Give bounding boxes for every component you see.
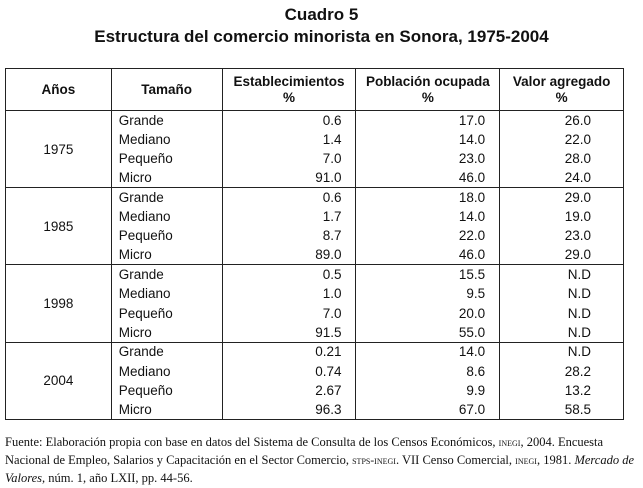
table-row [6, 342, 624, 361]
establishments-cell: 1.7 [222, 207, 356, 226]
population-cell: 15.5 [356, 265, 500, 284]
header-years: Años [6, 69, 112, 111]
population-cell: 22.0 [356, 226, 500, 245]
establishments-cell: 8.7 [222, 226, 356, 245]
establishments-cell: 1.0 [222, 284, 356, 303]
retail-structure-table [5, 68, 624, 420]
size-cell: Mediano [111, 207, 222, 226]
population-cell: 9.9 [356, 381, 500, 400]
size-cell: Grande [111, 265, 222, 284]
size-cell: Micro [111, 400, 222, 419]
source-footnote: Fuente: Elaboración propia con base en datos del Sistema de Consulta de los Censos Económicos, inegi, 2004. Encuesta Nacional de Empleo, Salarios y Capacitación en el Sector Comercio, stps-inegi. VII Censo Comercial, inegi, 1981. Mercado de Valores, núm. 1, año LXII, pp. 44-56. [5, 435, 635, 485]
size-cell: Micro [111, 323, 222, 342]
population-cell: 8.6 [356, 361, 500, 380]
establishments-cell: 1.4 [222, 130, 356, 149]
establishments-cell: 0.6 [222, 188, 356, 207]
population-cell: 18.0 [356, 188, 500, 207]
establishments-cell: 7.0 [222, 303, 356, 322]
value-added-cell: N.D [500, 303, 624, 322]
population-cell: 46.0 [356, 246, 500, 265]
size-cell: Pequeño [111, 381, 222, 400]
value-added-cell: 29.0 [500, 188, 624, 207]
year-cell: 2004 [6, 342, 112, 419]
value-added-cell: 24.0 [500, 168, 624, 187]
population-cell: 14.0 [356, 342, 500, 361]
header-establishments: Establecimientos % [222, 69, 356, 111]
size-cell: Grande [111, 188, 222, 207]
table-row [6, 188, 624, 207]
establishments-cell: 91.5 [222, 323, 356, 342]
table-caption-number: Cuadro 5 [284, 5, 359, 24]
population-cell: 14.0 [356, 130, 500, 149]
table-row [6, 265, 624, 284]
size-cell: Mediano [111, 284, 222, 303]
population-cell: 67.0 [356, 400, 500, 419]
header-value-added: Valor agregado % [500, 69, 624, 111]
population-cell: 20.0 [356, 303, 500, 322]
value-added-cell: N.D [500, 284, 624, 303]
establishments-cell: 0.5 [222, 265, 356, 284]
size-cell: Pequeño [111, 226, 222, 245]
value-added-cell: 22.0 [500, 130, 624, 149]
value-added-cell: 26.0 [500, 111, 624, 130]
value-added-cell: 28.0 [500, 149, 624, 168]
population-cell: 46.0 [356, 168, 500, 187]
establishments-cell: 2.67 [222, 381, 356, 400]
size-cell: Mediano [111, 361, 222, 380]
value-added-cell: N.D [500, 323, 624, 342]
size-cell: Mediano [111, 130, 222, 149]
value-added-cell: N.D [500, 265, 624, 284]
establishments-cell: 0.6 [222, 111, 356, 130]
establishments-cell: 7.0 [222, 149, 356, 168]
value-added-cell: 28.2 [500, 361, 624, 380]
population-cell: 14.0 [356, 207, 500, 226]
population-cell: 55.0 [356, 323, 500, 342]
value-added-cell: N.D [500, 342, 624, 361]
size-cell: Micro [111, 168, 222, 187]
year-cell: 1975 [6, 111, 112, 188]
size-cell: Micro [111, 246, 222, 265]
value-added-cell: 19.0 [500, 207, 624, 226]
establishments-cell: 96.3 [222, 400, 356, 419]
value-added-cell: 58.5 [500, 400, 624, 419]
year-cell: 1985 [6, 188, 112, 265]
establishments-cell: 91.0 [222, 168, 356, 187]
population-cell: 9.5 [356, 284, 500, 303]
year-cell: 1998 [6, 265, 112, 342]
header-size: Tamaño [111, 69, 222, 111]
population-cell: 17.0 [356, 111, 500, 130]
size-cell: Pequeño [111, 303, 222, 322]
size-cell: Pequeño [111, 149, 222, 168]
table-caption-title: Estructura del comercio minorista en Sonora, 1975-2004 [94, 27, 549, 46]
header-row [6, 69, 624, 111]
value-added-cell: 23.0 [500, 226, 624, 245]
table-row [6, 111, 624, 130]
size-cell: Grande [111, 111, 222, 130]
size-cell: Grande [111, 342, 222, 361]
value-added-cell: 13.2 [500, 381, 624, 400]
population-cell: 23.0 [356, 149, 500, 168]
value-added-cell: 29.0 [500, 246, 624, 265]
establishments-cell: 89.0 [222, 246, 356, 265]
table-body [6, 111, 624, 420]
establishments-cell: 0.21 [222, 342, 356, 361]
header-population: Población ocupada % [356, 69, 500, 111]
establishments-cell: 0.74 [222, 361, 356, 380]
